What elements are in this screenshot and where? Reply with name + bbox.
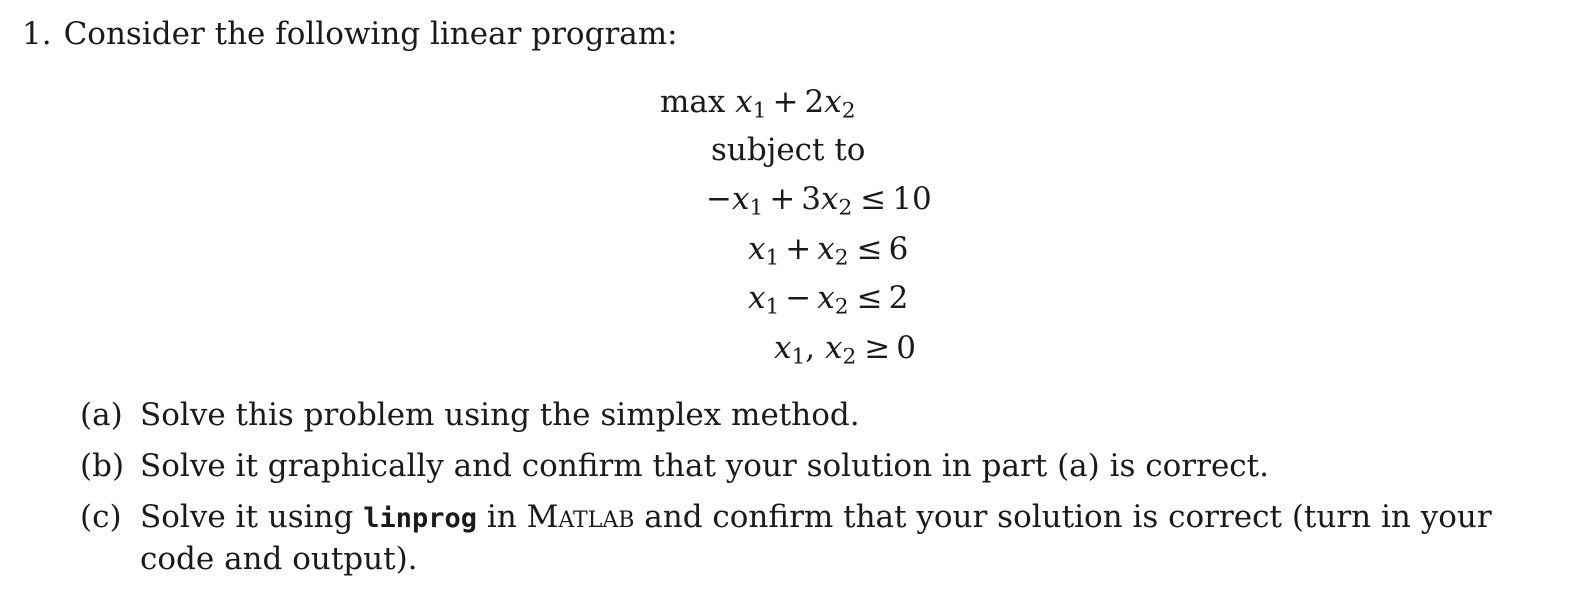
constraint-row: [774, 328, 916, 368]
objective-expression: $x_1 + 2x_2$: [735, 84, 856, 124]
code-linprog: linprog: [363, 503, 478, 534]
part-item: [80, 497, 1550, 579]
constraint-rhs: 10: [892, 181, 932, 217]
constraint-row: [748, 278, 908, 318]
constraint-relation: ≤: [856, 231, 883, 267]
constraint-lhs: $x_1 - x_2$: [748, 280, 849, 320]
constraint-rhs: 2: [888, 280, 909, 316]
constraint-relation: ≤: [856, 280, 883, 316]
constraint-row: [748, 229, 908, 269]
part-text-before: Solve it using: [140, 499, 354, 535]
problem-intro: Consider the following linear program:: [63, 16, 678, 52]
objective-keyword: max: [660, 84, 726, 120]
part-item: [80, 395, 1550, 435]
part-label: (c): [80, 499, 122, 535]
constraint-relation: ≥: [864, 330, 891, 366]
constraint-rhs: 6: [888, 231, 909, 267]
problem-parts: [80, 395, 1550, 590]
constraint-lhs: $x_1$, $x_2$: [774, 330, 857, 370]
constraint-lhs: $x_1 + x_2$: [748, 231, 849, 271]
part-text: Solve it graphically and confirm that your solution in part (a) is correct.: [140, 448, 1269, 484]
objective-row: [660, 82, 856, 122]
problem-number: 1.: [22, 16, 52, 52]
constraint-rhs: 0: [896, 330, 917, 366]
part-item: [80, 446, 1550, 486]
software-name: Matlab: [526, 499, 635, 535]
part-text-after: and confirm that your solution is correct (turn in your code and output).: [140, 499, 1492, 577]
part-text: Solve this problem using the simplex method.: [140, 397, 860, 433]
constraint-row: [706, 179, 932, 219]
part-label: (b): [80, 448, 125, 484]
part-label: (a): [80, 397, 123, 433]
constraint-relation: ≤: [860, 181, 887, 217]
constraint-lhs: $-x_1 + 3x_2$: [706, 181, 853, 221]
part-text: [140, 499, 1492, 577]
subject-to-label: subject to: [711, 132, 866, 168]
part-text-in: in: [486, 499, 517, 535]
